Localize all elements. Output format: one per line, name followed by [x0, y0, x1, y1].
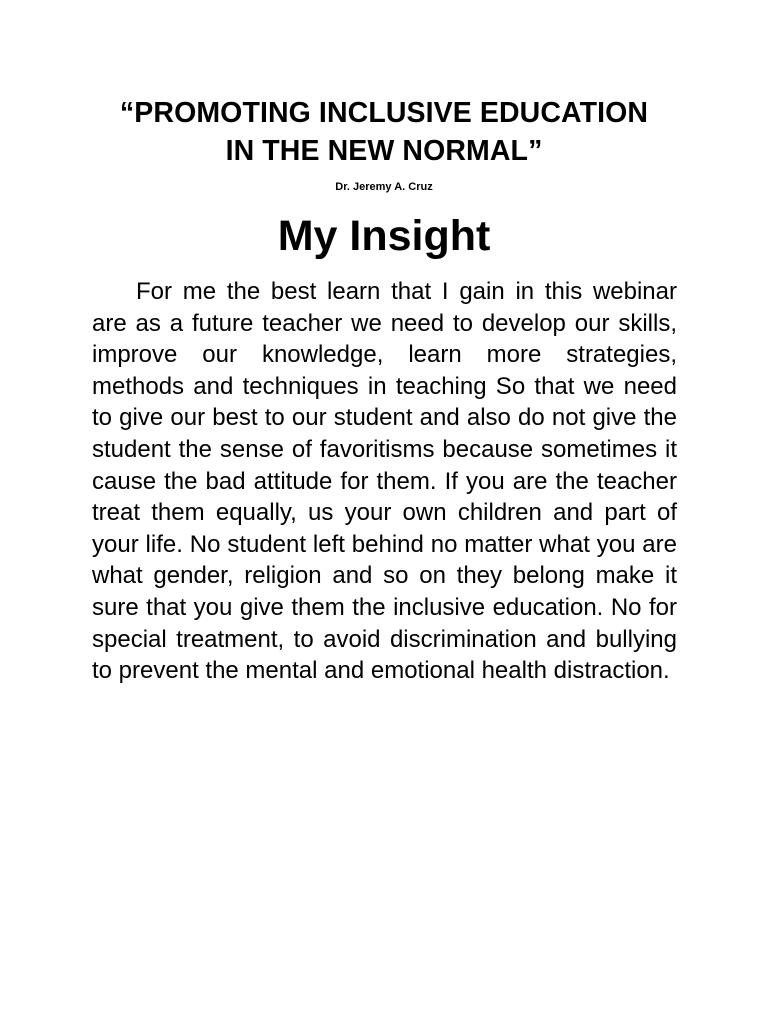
document-title: [0, 94, 768, 170]
author-name: Dr. Jeremy A. Cruz: [335, 181, 433, 193]
section-heading: My Insight: [277, 212, 491, 260]
body-paragraph: For me the best learn that I gain in this webinar are as a future teacher we need to develop our skills, improve our knowledge, learn more strategies, methods and techniques in teaching So that we need to give our best to our student and also do not give the student the sense of favoritisms because sometimes it cause the bad attitude for them. If you are the teacher treat them equally, us your own children and part of your life. No student left behind no matter what you are what gender, religion and so on they belong make it sure that you give them the inclusive education. No for special treatment, to avoid discrimination and bullying to prevent the mental and emotional health distraction.: [92, 278, 677, 685]
title-line-2: IN THE NEW NORMAL”: [225, 135, 543, 167]
title-line-1: “PROMOTING INCLUSIVE EDUCATION: [119, 97, 649, 129]
